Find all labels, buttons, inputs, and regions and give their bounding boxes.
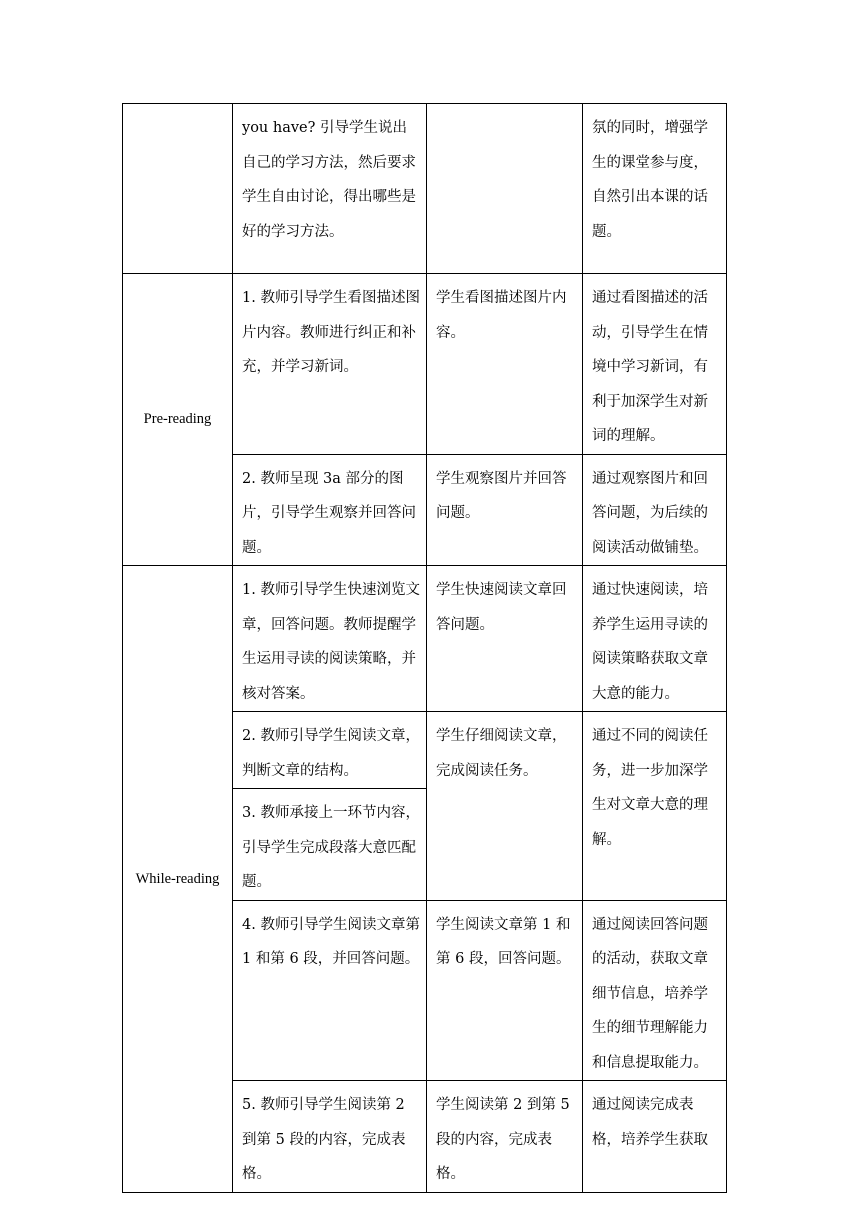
design-purpose-cell bbox=[583, 900, 727, 1081]
student-activity-cell bbox=[427, 900, 583, 1081]
teacher-activity-text: 5. 教师引导学生阅读第 2 到第 5 段的内容，完成表格。 bbox=[242, 1097, 406, 1182]
design-purpose-text: 通过不同的阅读任务，进一步加深学生对文章大意的理解。 bbox=[592, 728, 708, 848]
teacher-activity-cell bbox=[233, 900, 427, 1081]
teacher-activity-cell bbox=[233, 454, 427, 566]
design-purpose-text: 通过阅读回答问题的活动，获取文章细节信息，培养学生的细节理解能力和信息提取能力。 bbox=[592, 916, 708, 1071]
stage-cell bbox=[123, 104, 233, 274]
student-activity-cell bbox=[427, 274, 583, 455]
design-purpose-text: 通过看图描述的活动，引导学生在情境中学习新词，有利于加深学生对新词的理解。 bbox=[592, 290, 708, 444]
design-purpose-text: 氛的同时，增强学生的课堂参与度，自然引出本课的话题。 bbox=[592, 120, 708, 240]
table-row bbox=[123, 566, 727, 712]
student-activity-text: 学生快速阅读文章回答问题。 bbox=[436, 582, 567, 633]
teacher-activity-cell bbox=[233, 789, 427, 901]
student-activity-text: 学生阅读文章第 1 和第 6 段，回答问题。 bbox=[436, 916, 571, 967]
design-purpose-text: 通过观察图片和回答问题，为后续的阅读活动做铺垫。 bbox=[592, 470, 708, 556]
stage-label: Pre-reading bbox=[143, 411, 212, 428]
design-purpose-text: 通过快速阅读，培养学生运用寻读的阅读策略获取文章大意的能力。 bbox=[592, 582, 708, 702]
stage-label: While-reading bbox=[135, 870, 220, 887]
design-purpose-cell bbox=[583, 1081, 727, 1193]
table-row bbox=[123, 104, 727, 274]
student-activity-cell bbox=[427, 566, 583, 712]
student-activity-text: 学生看图描述图片内容。 bbox=[436, 290, 567, 341]
teacher-activity-cell bbox=[233, 712, 427, 789]
teacher-activity-cell bbox=[233, 566, 427, 712]
teacher-activity-text: 2. 教师引导学生阅读文章，判断文章的结构。 bbox=[242, 728, 420, 779]
student-activity-text: 学生仔细阅读文章，完成阅读任务。 bbox=[436, 728, 567, 779]
stage-cell bbox=[123, 274, 233, 566]
teacher-activity-text: you have? 引导学生说出自己的学习方法，然后要求学生自由讨论，得出哪些是好的学习方法。 bbox=[242, 120, 416, 240]
teacher-activity-cell bbox=[233, 104, 427, 274]
teacher-activity-text: 1. 教师引导学生快速浏览文章，回答问题。教师提醒学生运用寻读的阅读策略，并核对答案。 bbox=[242, 582, 420, 702]
table-row bbox=[123, 274, 727, 455]
stage-cell bbox=[123, 566, 233, 1193]
design-purpose-cell bbox=[583, 274, 727, 455]
teacher-activity-text: 3. 教师承接上一环节内容，引导学生完成段落大意匹配题。 bbox=[242, 805, 420, 890]
design-purpose-cell bbox=[583, 712, 727, 901]
design-purpose-cell bbox=[583, 104, 727, 274]
teacher-activity-cell bbox=[233, 1081, 427, 1193]
design-purpose-text: 通过阅读完成表格，培养学生获取 bbox=[592, 1097, 708, 1148]
design-purpose-cell bbox=[583, 566, 727, 712]
teacher-activity-text: 1. 教师引导学生看图描述图片内容。教师进行纠正和补充，并学习新词。 bbox=[242, 290, 420, 375]
student-activity-cell bbox=[427, 1081, 583, 1193]
lesson-plan-table bbox=[122, 103, 727, 1193]
student-activity-cell bbox=[427, 104, 583, 274]
student-activity-cell bbox=[427, 712, 583, 901]
student-activity-text: 学生阅读第 2 到第 5 段的内容，完成表格。 bbox=[436, 1097, 570, 1182]
student-activity-cell bbox=[427, 454, 583, 566]
teacher-activity-text: 4. 教师引导学生阅读文章第 1 和第 6 段，并回答问题。 bbox=[242, 916, 420, 967]
student-activity-text: 学生观察图片并回答问题。 bbox=[436, 470, 567, 521]
teacher-activity-cell bbox=[233, 274, 427, 455]
design-purpose-cell bbox=[583, 454, 727, 566]
teacher-activity-text: 2. 教师呈现 3a 部分的图片，引导学生观察并回答问题。 bbox=[242, 470, 416, 556]
